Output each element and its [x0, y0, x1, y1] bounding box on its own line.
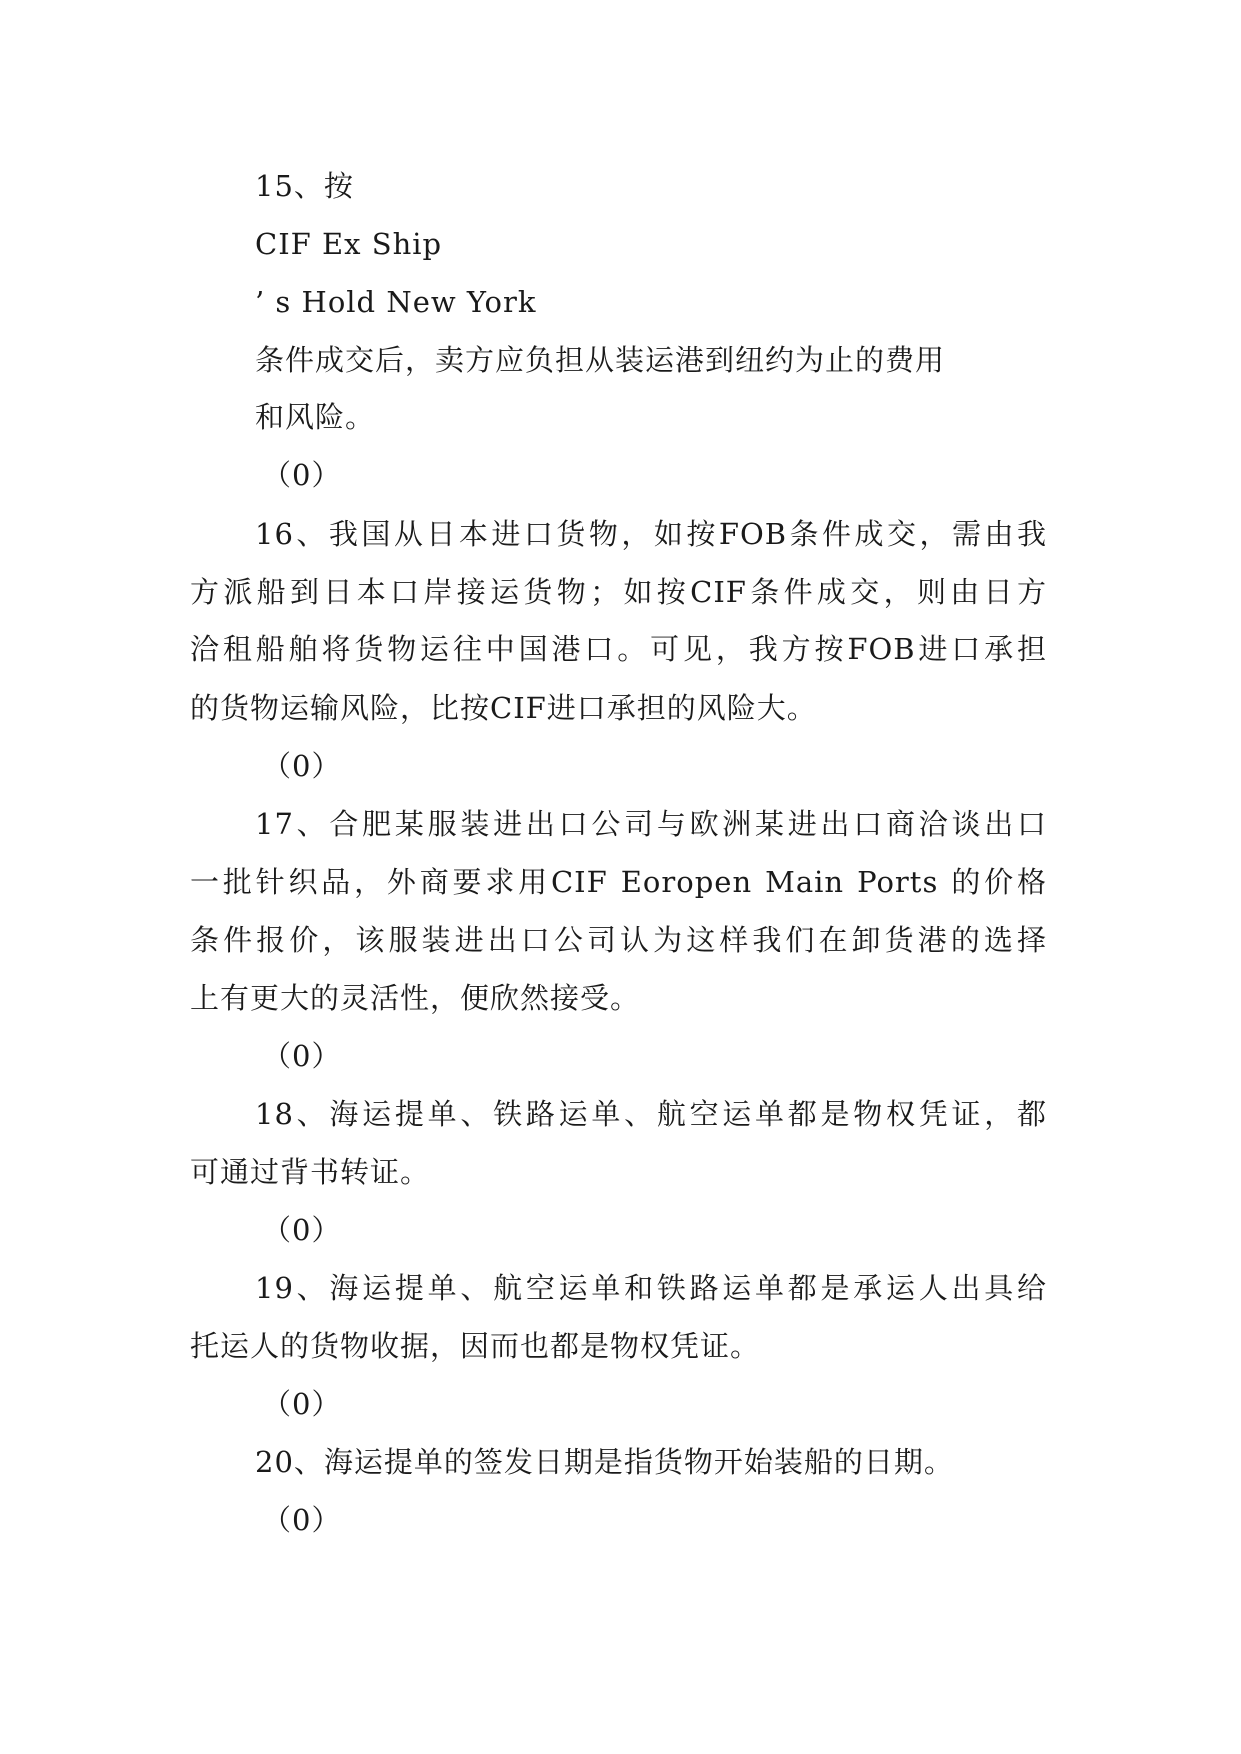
q17-line-2: 一批针织品，外商要求用CIF Eoropen Main Ports 的价格: [190, 865, 1047, 899]
q15-line-5: 和风险。: [255, 400, 376, 434]
q17-line-3: 条件报价，该服装进出口公司认为这样我们在卸货港的选择: [190, 923, 1047, 957]
q19-answer: （0）: [262, 1387, 342, 1421]
q18-line-2: 可通过背书转证。: [190, 1155, 431, 1189]
q15-line-2: CIF Ex Ship: [255, 227, 443, 261]
q17-line-1: 17、合肥某服装进出口公司与欧洲某进出口商洽谈出口: [255, 807, 1047, 841]
q17-answer: （0）: [262, 1039, 342, 1073]
q19-line-2: 托运人的货物收据，因而也都是物权凭证。: [190, 1329, 761, 1363]
q20-line-1: 20、海运提单的签发日期是指货物开始装船的日期。: [255, 1445, 954, 1479]
q16-line-3: 洽租船舶将货物运往中国港口。可见，我方按FOB进口承担: [190, 632, 1047, 666]
q18-line-1: 18、海运提单、铁路运单、航空运单都是物权凭证，都: [255, 1097, 1047, 1131]
q16-line-1: 16、我国从日本进口货物，如按FOB条件成交，需由我: [255, 517, 1047, 551]
q15-answer: （0）: [262, 458, 342, 492]
q15-line-4: 条件成交后，卖方应负担从装运港到纽约为止的费用: [255, 343, 946, 377]
q15-line-1: 15、按: [255, 169, 354, 203]
q18-answer: （0）: [262, 1213, 342, 1247]
q19-line-1: 19、海运提单、航空运单和铁路运单都是承运人出具给: [255, 1271, 1047, 1305]
q16-answer: （0）: [262, 749, 342, 783]
q16-line-4: 的货物运输风险，比按CIF进口承担的风险大。: [190, 691, 817, 725]
q16-line-2: 方派船到日本口岸接运货物；如按CIF条件成交，则由日方: [190, 575, 1047, 609]
q17-line-4: 上有更大的灵活性，便欣然接受。: [190, 981, 641, 1015]
q20-answer: （0）: [262, 1503, 342, 1537]
q15-line-3: ’ s Hold New York: [255, 285, 537, 319]
